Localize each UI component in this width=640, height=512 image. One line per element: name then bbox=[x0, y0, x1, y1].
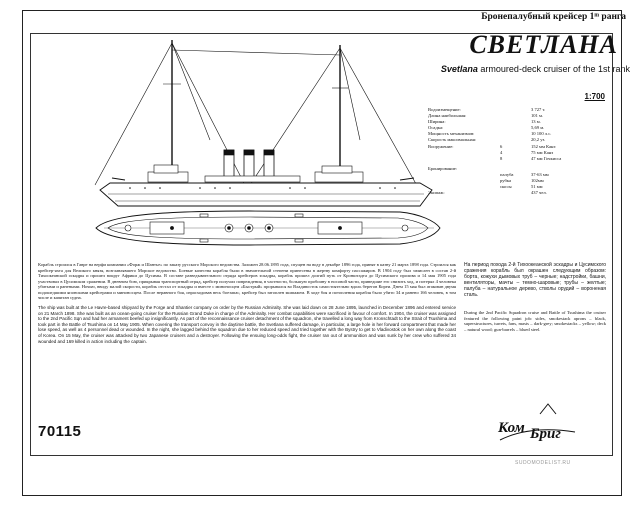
ship-side-profile bbox=[95, 40, 432, 206]
spec-key: Экипаж: bbox=[428, 190, 445, 196]
spec-value: 20,2 уз. bbox=[531, 137, 546, 143]
spec-key: Длина наибольшая: bbox=[428, 113, 467, 119]
spec-key: Водоизмещение: bbox=[428, 107, 461, 112]
title-russian: Бронепалубный крейсер 1ᵐ ранга bbox=[481, 12, 626, 22]
spec-qty: 8 bbox=[500, 155, 503, 161]
specs-table bbox=[428, 107, 588, 196]
spec-value: 37-63 мм bbox=[531, 171, 549, 177]
spec-value: 437 чел. bbox=[531, 190, 547, 196]
spec-value: 51 мм bbox=[531, 184, 543, 190]
spec-qty: 6 bbox=[500, 143, 503, 149]
spec-value: 13 м. bbox=[531, 119, 541, 125]
history-text-russian: Корабль строился в Гавре на верфи компании «Форж и Шантье» по заказу русского Морского ведомства. Заложен 28.06.1895 года, спущен на воду в декабре 1896 года, принят в казну 21 марта 1898 года. Строился как крейсер-яхта для Великого князя, возглавлявшего Морское ведомство. Боевые качества корабля были в значительной степени принесены в жертву комфорту пассажиров. В 1904 году был зачислен в состав 2-й Тихоокеанской эскадры и прошел вокруг Африки до Цусимы. В составе разведывательного отряда крейсеров эскадры, корабль прошел долгий путь от Кронштадта до Цусимского пролива и 14 мая 1905 года участвовал в Цусимском сражении. В дневном бою, прикрывая транспортный отряд, крейсер получил повреждения, в частности, большую пробоину в носовой части, приведшие его снизить ход, и потерял 4 человека убитыми и ранеными. Ночью, ввиду малой скорости, корабль отстал от эскадры и вместе с миноносцем «Быстрый» прорывался во Владивосток самостоятельно вдоль берегов Кореи. Днем 15 мая был атакован двумя подошедшими японскими крейсерами и миноносцем. После неравного боя, израсходовав весь боезапас, крейсер был затоплен экипажем. В ходе боя и потопления корабля было убито 34 и ранено 166 человек, в том числе и капитан судна. bbox=[38, 262, 456, 300]
spec-value: 152 мм Канэ bbox=[531, 143, 556, 149]
spec-row bbox=[428, 190, 588, 196]
title-english bbox=[441, 64, 630, 74]
title-en-name: Svetlana bbox=[440, 64, 478, 74]
spec-key: Ширина: bbox=[428, 119, 446, 125]
spec-qty: 4 bbox=[500, 149, 503, 155]
spec-value: 3 727 т. bbox=[531, 107, 546, 112]
spec-value: 75 мм Канэ bbox=[531, 149, 554, 155]
spec-value: 101 м. bbox=[531, 113, 544, 119]
ship-name: СВЕТЛАНА bbox=[469, 30, 618, 59]
spec-row bbox=[428, 156, 588, 162]
spec-qty: рубка bbox=[500, 178, 512, 184]
spec-value: 10 100 л.с. bbox=[531, 131, 552, 137]
spec-qty: скосы bbox=[500, 184, 512, 190]
spec-key: Мощность механизмов: bbox=[428, 131, 475, 137]
title-en-rest: armoured-deck cruiser of the 1st rank bbox=[477, 64, 630, 74]
spec-key: Осадка: bbox=[428, 125, 444, 131]
spec-value: 5,69 м. bbox=[531, 125, 545, 131]
logo-text-brig: Бриг bbox=[530, 426, 561, 442]
scale-label: 1:700 bbox=[584, 92, 605, 101]
logo-text-kom: Ком bbox=[498, 420, 525, 436]
paint-scheme-english: During the 2nd Pacific Squadron cruise and Battle of Tsushima the cruiser featured the following paint job: sides, smokestack aprons – black, superstructures, turrets, fans, masts – dark-grey; smokestacks – yellow; deck – natural wood; gun-barrels – blued steel. bbox=[464, 310, 606, 332]
ship-top-view bbox=[96, 211, 440, 245]
spec-value: 102мм bbox=[531, 178, 544, 184]
paint-scheme-russian: На период похода 2-й Тихоокеанской эскадры и Цусимского сражения корабль был окрашен следующим образом: борта, кожухи дымовых труб – черные; надстройки, башни, вентиляторы, мачты – темно-шаровые; трубы – желтые; палуба – натуральное дерево, стволы орудий – вороненая сталь. bbox=[464, 262, 606, 298]
spec-qty: палуба bbox=[500, 171, 514, 177]
spec-key: Бронирование: bbox=[428, 165, 458, 171]
history-text-english: The ship was built at the Le Havre-based shipyard by the Forge and Shantier company on order by the Russian Admiralty. She was laid down on 28 June 1895, launched in December 1896 and entered service on 21 March 1898. She was built as an ocean-going cruiser for the Russian Grand Duke in charge of the Admiralty. Her combat capabilities were sacrificed in favour of comfort. In 1904, the cruiser was assigned to the 2nd Pacific Sqn and had her armament beefed up insignificantly. As part of the reconnaissance cruiser detachment of the squadron, she travelled a long way from Kronschtadt to the Strait of Tsushima and took part in the Battle of Tsushima on 14 May 1905. When covering the transport convoy in the daytime battle, the Svetlana suffered damage, in particular, a large hole in her forward compartment that made her lose speed, as well as 4 personnel dead or wounded. In the night, she lagged behind the squadron due to her reduced speed and tried together with the Bystry to get to Vladivostok on her own along the coast of Korea. On 15 May, the cruiser was attacked by two Japanese cruisers and a destroyer. Following the ensuing long-odds fight, the cruiser ran out of ammunition and was sunk by her crew who suffered 34 wounded and 169 killed in action including the captain. bbox=[38, 305, 456, 344]
spec-key: Вооружение: bbox=[428, 143, 454, 149]
spec-value: 47 мм Гочкисса bbox=[531, 155, 562, 161]
kombrig-logo bbox=[490, 412, 576, 448]
watermark: SUDOMODELIST.RU bbox=[515, 460, 571, 466]
kit-number: 70115 bbox=[38, 423, 82, 440]
spec-key: Скорость максимальная: bbox=[428, 137, 477, 143]
